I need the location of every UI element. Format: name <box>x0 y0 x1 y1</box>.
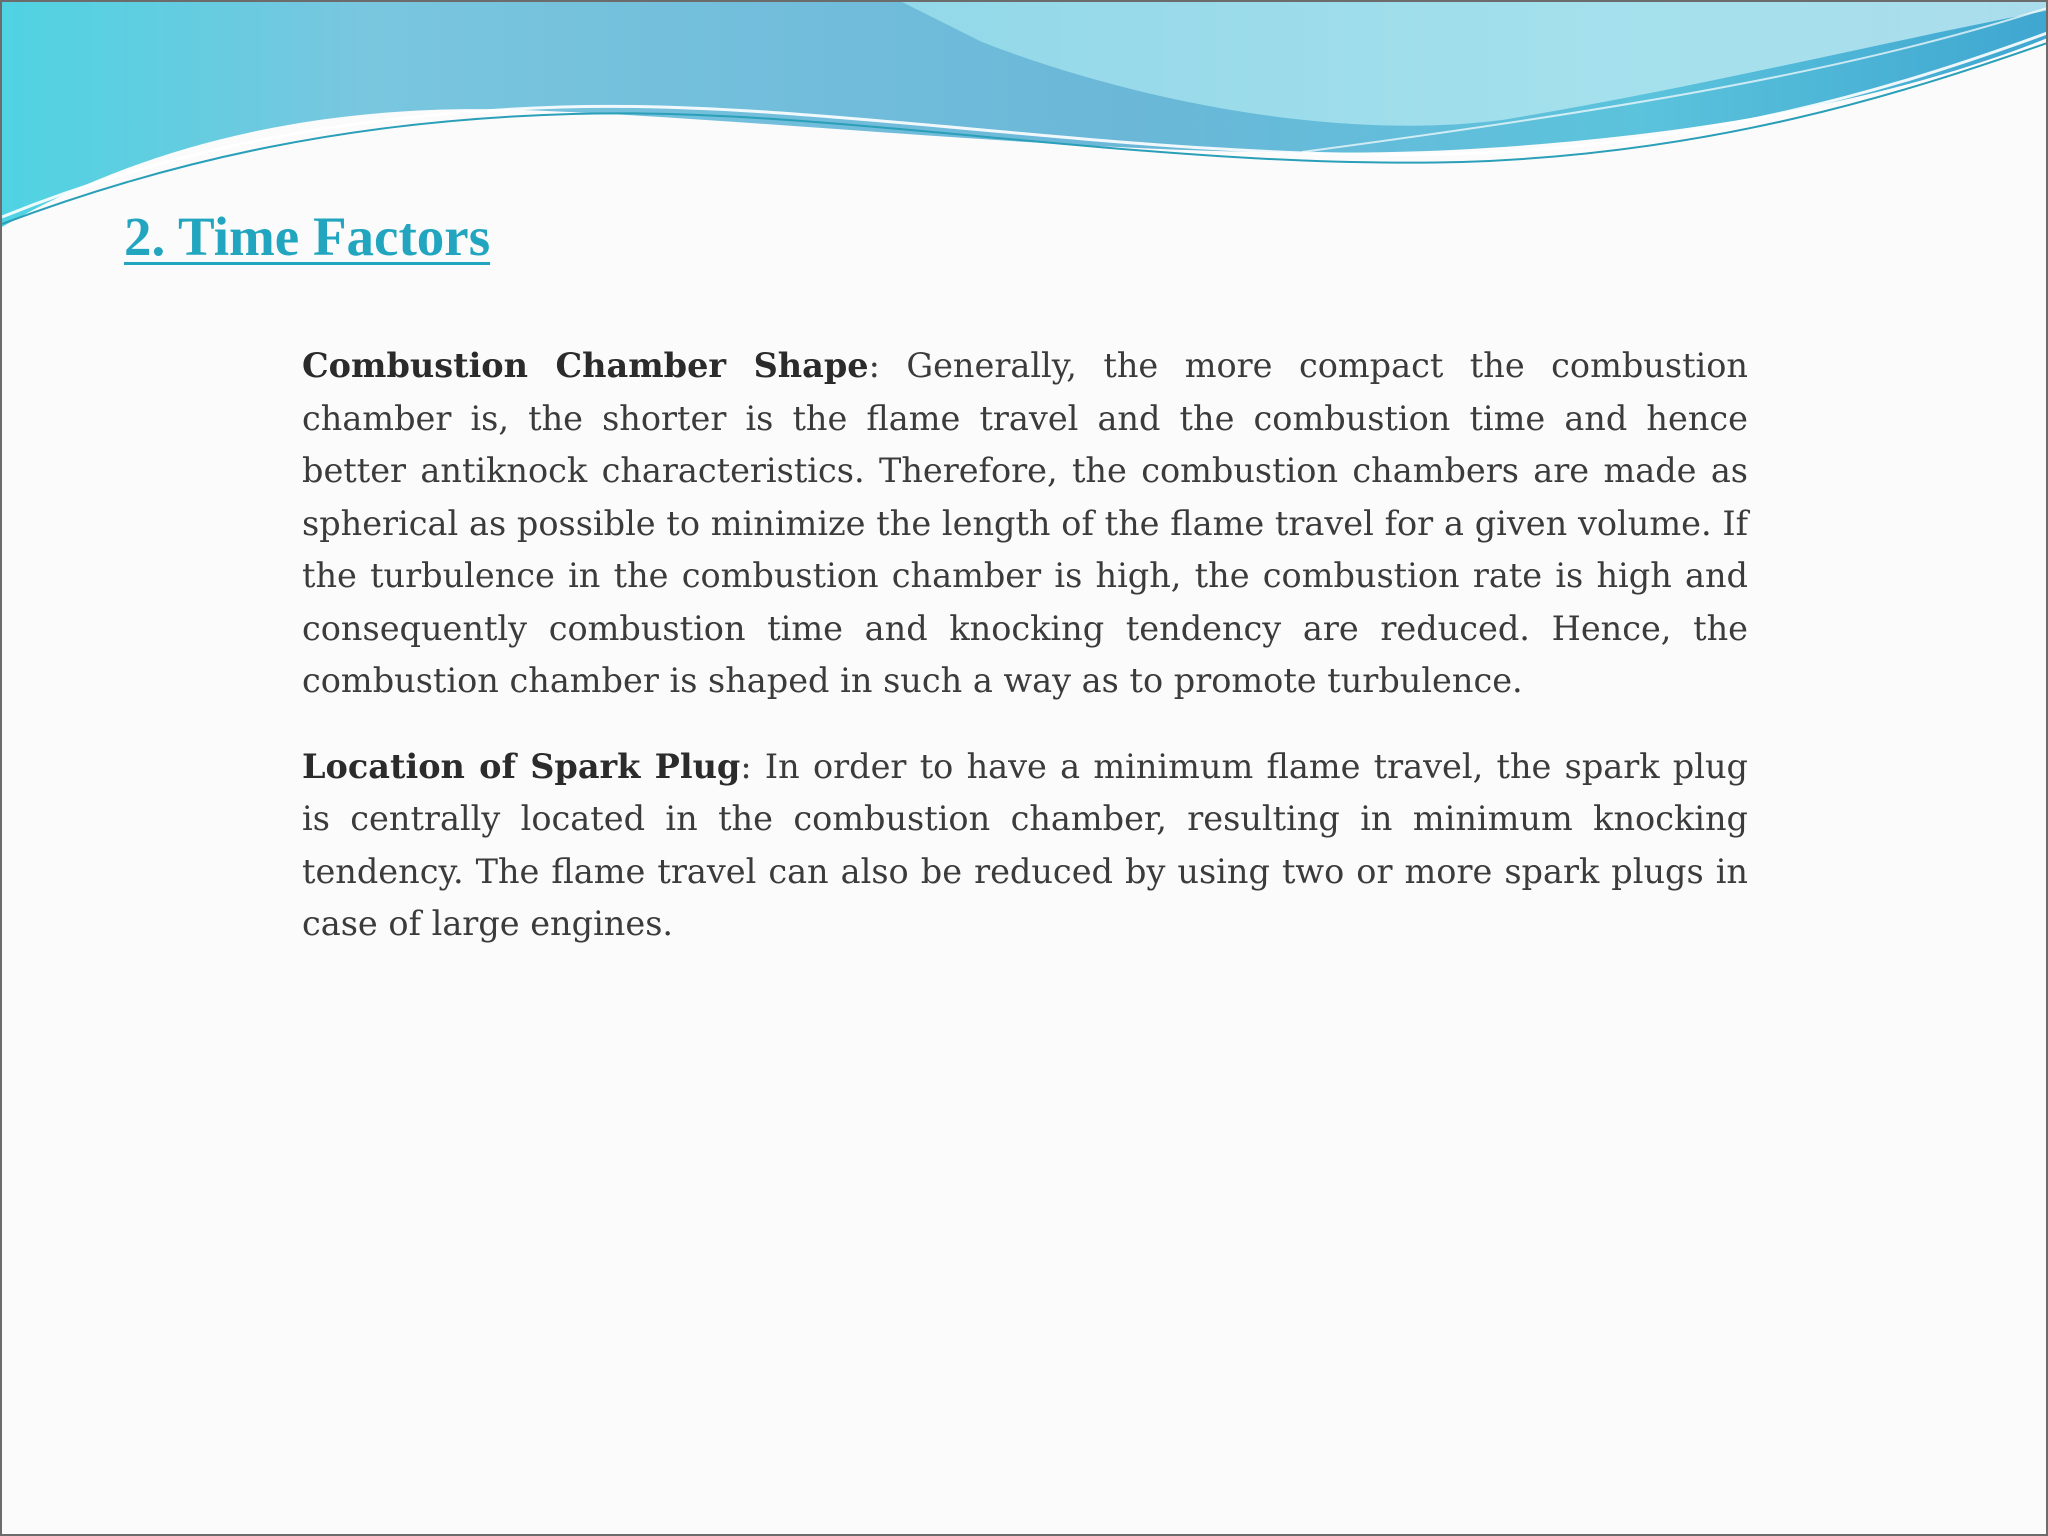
slide-body <box>302 340 1748 951</box>
paragraph-text: : In order to have a minimum flame travel, the spark plug is centrally located in the combustion chamber, resulting in minimum knocking tendency. The flame travel can also be reduced by using two or more spark plugs in case of large engines. <box>302 746 1748 943</box>
slide-title: 2. Time Factors <box>124 206 491 267</box>
paragraph-term: Location of Spark Plug <box>302 746 741 786</box>
paragraph-term: Combustion Chamber Shape <box>302 346 869 385</box>
paragraph-location-of-spark-plug <box>302 741 1748 951</box>
paragraph-combustion-chamber-shape <box>302 340 1748 708</box>
paragraph-text: : Generally, the more compact the combustion chamber is, the shorter is the flame travel and the combustion time and hence better antiknock characteristics. Therefore, the combustion chambers are made as spherical as possible to minimize the length of the flame travel for a given volume. If the turbulence in the combustion chamber is high, the combustion rate is high and consequently combustion time and knocking tendency are reduced. Hence, the combustion chamber is shaped in such a way as to promote turbulence. <box>302 346 1748 700</box>
